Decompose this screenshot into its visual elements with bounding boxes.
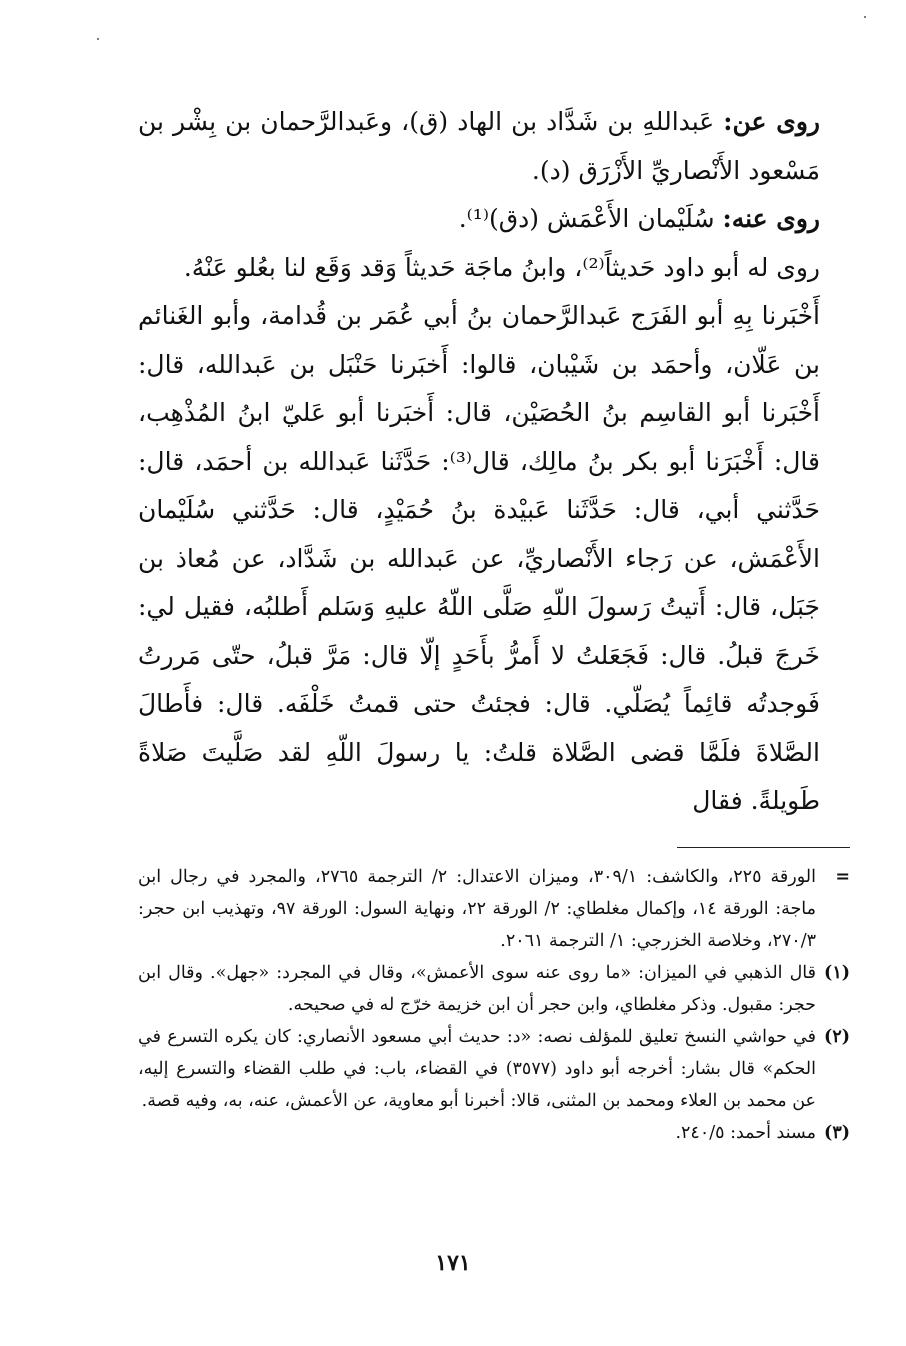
scan-speck <box>97 38 99 40</box>
scan-speck <box>864 16 866 18</box>
footnote-3 <box>138 1117 850 1149</box>
footnote-marker: = <box>835 867 850 887</box>
footnote-marker: (٣) <box>824 1123 850 1143</box>
narrated-by-paragraph <box>138 195 850 244</box>
isnad-paragraph: أَخْبَرنا بِهِ أبو الفَرَج عَبدالرَّحمان بنُ أبي عُمَر بن قُدامة، وأبو الغَنائم بن عَلّان، وأحمَد بن شَيْبان، قالوا: أَخبَرنا حَنْبَل بن عَبدالله، قال: أَخْبَرنا أبو القاسِم بنُ الحُصَيْن، قال: أَخبَرنا أبو عَليّ ابنُ المُذْهِب، قال: أَخْبَرَنا أبو بكر بنُ مالِك، قال⁽³⁾: حَدَّثَنا عَبدالله بن أحمَد، قال: حَدَّثني أبي، قال: حَدَّثَنا عَبيْدة بنُ حُمَيْدٍ، قال: حَدَّثني سُلَيْمان الأَعْمَش، عن رَجاء الأَنْصاريِّ، عن عَبدالله بن شَدَّاد، عن مُعاذ بن جَبَل، قال: أَتيتُ رَسولَ اللّهِ صَلَّى اللّهُ عليهِ وَسَلم أَطلبُه، فقيل لي: خَرجَ قبلُ. قال: فَجَعَلتُ لا أَمرُّ بأَحَدٍ إلّا قال: مَرَّ قبلُ، حتّى مَررتُ فَوجدتُه قائِماً يُصَلّي. قال: فجئتُ حتى قمتُ خَلْفَه. قال: فأَطالَ الصَّلاةَ فلَمَّا قضى الصَّلاة قلتُ: يا رسولَ اللّهِ لقد صَلَّيتَ صَلاةً طَويلةً. فقال <box>138 301 820 815</box>
footnote-separator <box>677 847 850 848</box>
narrated-by-text: سُلَيْمان الأَعْمَش (دق)⁽¹⁾. <box>458 204 723 233</box>
narrated-by-label: روى عنه: <box>722 204 820 233</box>
footnotes <box>138 861 850 1149</box>
footnote-text: الورقة ٢٢٥، والكاشف: ٣٠٩/١، وميزان الاعتدال: ٢/ الترجمة ٢٧٦٥، والمجرد في رجال ابن ماجة: الورقة ١٤، وإكمال مغلطاي: ٢/ الورقة ٢٢، ونهاية السول: الورقة ٩٧، وتهذيب ابن حجر: ٢٧٠/٣، وخلاصة الخزرجي: ١/ الترجمة ٢٠٦١. <box>138 867 816 951</box>
footnote-continued <box>138 861 850 957</box>
narrated-from-label: روى عن: <box>723 107 820 136</box>
reported-paragraph: روى له أبو داود حَديثاً⁽²⁾، وابنُ ماجَة حَديثاً وَقد وَقَع لنا بعُلو عَنْهُ. <box>183 252 820 282</box>
narrated-from-text: عَبداللهِ بن شَدَّاد بن الهاد (ق)، وعَبدالرَّحمان بن بِشْر بن مَسْعود الأَنْصاريِّ الأَزْرَق (د). <box>138 107 820 185</box>
footnote-marker: (٢) <box>824 1027 850 1047</box>
footnote-text: قال الذهبي في الميزان: «ما روى عنه سوى الأعمش»، وقال في المجرد: «جهل». وقال ابن حجر: مقبول. وذكر مغلطاي، وابن حجر أن ابن خزيمة خرّج له في صحيحه. <box>138 963 816 1015</box>
page-number: ١٧١ <box>435 1250 471 1276</box>
footnote-text: مسند أحمد: ٢٤٠/٥. <box>675 1123 816 1143</box>
footnote-text: في حواشي النسخ تعليق للمؤلف نصه: «د: حديث أبي مسعود الأنصاري: كان يكره التسرع في الحكم» قال بشار: أخرجه أبو داود (٣٥٧٧) في القضاء، باب: في طلب القضاء والتسرع إليه، عن محمد بن العلاء ومحمد بن المثنى، قالا: أخبرنا أبو معاوية، عن الأعمش، عنه، به، وفيه قصة. <box>138 1027 816 1111</box>
footnote-marker: (١) <box>824 963 850 983</box>
narrated-from-paragraph <box>138 98 850 195</box>
main-text <box>138 98 850 826</box>
footnote-1 <box>138 957 850 1021</box>
footnote-2 <box>138 1021 850 1117</box>
